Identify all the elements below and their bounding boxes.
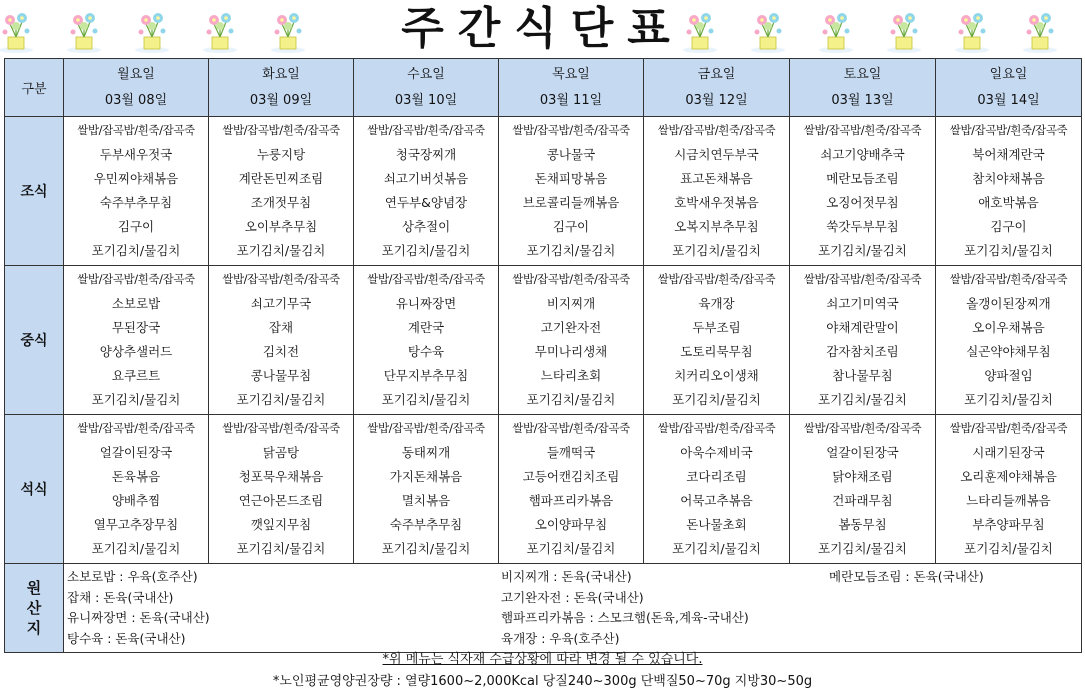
menu-item: 돈육볶음 <box>111 468 161 484</box>
menu-item: 야채계란말이 <box>826 319 899 335</box>
menu-item: 포기김치/물김치 <box>91 392 181 408</box>
meal-cell <box>209 266 354 415</box>
menu-item: 쌀밥/잡곡밥/흰죽/잡곡죽 <box>367 421 485 436</box>
menu-item: 단무지부추무침 <box>383 368 469 384</box>
menu-item: 쌀밥/잡곡밥/흰죽/잡곡죽 <box>77 272 195 287</box>
menu-item: 양파절임 <box>984 368 1033 384</box>
meal-label: 석식 <box>5 415 64 564</box>
menu-item: 쌀밥/잡곡밥/흰죽/잡곡죽 <box>367 272 485 287</box>
meal-cell <box>790 415 936 564</box>
day-header <box>499 59 644 117</box>
day-header <box>354 59 499 117</box>
menu-item: 포기김치/물김치 <box>818 392 907 408</box>
origin-entry: 탕수육 : 돈육(국내산) <box>67 630 186 646</box>
menu-item: 건파래무침 <box>832 493 893 508</box>
origin-column <box>67 567 210 649</box>
menu-item: 포기김치/물김치 <box>236 243 326 259</box>
day-name: 화요일 <box>262 66 300 82</box>
menu-item: 포기김치/물김치 <box>818 243 907 259</box>
meal-cell <box>790 266 936 415</box>
menu-item: 연두부&양념장 <box>384 195 468 210</box>
meal-cell <box>499 415 644 564</box>
menu-item: 호박새우젓볶음 <box>674 195 759 210</box>
menu-item: 오이부추무침 <box>244 219 318 235</box>
menu-item: 숙주부추무침 <box>99 195 173 210</box>
menu-item: 오리훈제야채볶음 <box>960 468 1057 484</box>
menu-item: 탕수육 <box>407 344 445 359</box>
menu-item: 포기김치/물김치 <box>526 243 616 259</box>
meal-cell <box>936 266 1082 415</box>
menu-item: 부추양파무침 <box>972 517 1045 533</box>
menu-item: 시래기된장국 <box>972 444 1045 460</box>
menu-item: 쑥갓두부무침 <box>826 219 899 235</box>
day-header <box>790 59 936 117</box>
origin-entry: 육개장 : 우육(호주산) <box>501 630 620 646</box>
origin-entry: 소보로밥 : 우육(호주산) <box>67 569 198 584</box>
menu-item: 포기김치/물김치 <box>381 541 471 557</box>
menu-item: 시금치연두부국 <box>674 146 759 162</box>
menu-item: 쌀밥/잡곡밥/흰죽/잡곡죽 <box>367 123 485 138</box>
menu-item: 포기김치/물김치 <box>526 541 616 557</box>
origin-column <box>501 567 749 649</box>
menu-item: 쌀밥/잡곡밥/흰죽/잡곡죽 <box>77 421 195 436</box>
menu-item: 양상추샐러드 <box>99 344 173 359</box>
menu-item: 아욱수제비국 <box>680 444 753 460</box>
menu-item: 김구이 <box>117 219 155 235</box>
menu-item: 포기김치/물김치 <box>381 392 471 408</box>
menu-item: 무미나리생채 <box>534 344 608 359</box>
menu-item: 쌀밥/잡곡밥/흰죽/잡곡죽 <box>803 272 922 287</box>
meal-label: 중식 <box>5 266 64 415</box>
menu-item: 연근아몬드조림 <box>238 493 324 508</box>
day-date: 03월 09일 <box>249 92 313 108</box>
menu-item: 오복지부추무침 <box>674 219 759 235</box>
page-title: 주간식단표 <box>401 3 684 54</box>
origin-label-char: 지 <box>26 619 42 637</box>
menu-item: 고기완자전 <box>540 319 602 335</box>
corner-label: 구분 <box>5 59 64 117</box>
menu-item: 돈채피망볶음 <box>534 170 608 186</box>
menu-item: 도토리묵무침 <box>680 344 753 359</box>
menu-item: 감자참치조림 <box>826 344 899 359</box>
menu-item: 계란국 <box>407 319 445 335</box>
menu-item: 누룽지탕 <box>256 146 306 162</box>
menu-item: 포기김치/물김치 <box>964 392 1053 408</box>
nutrition-note: *노인평균영양권장량 : 열량1600~2,000Kcal 당질240~300g 단백질50~70g 지방30~50g <box>272 674 813 689</box>
origin-entry: 고기완자전 : 돈육(국내산) <box>501 589 644 605</box>
menu-item: 느타리들깨볶음 <box>966 493 1051 508</box>
meal-row <box>5 415 1082 564</box>
day-name: 수요일 <box>407 66 445 82</box>
day-header <box>64 59 209 117</box>
origin-entry: 메란모듬조림 : 돈육(국내산) <box>829 569 984 584</box>
menu-item: 오이양파무침 <box>534 517 608 533</box>
menu-item: 가지돈채볶음 <box>389 468 463 484</box>
menu-item: 잡채 <box>268 319 294 335</box>
menu-item: 느타리초회 <box>540 368 602 384</box>
day-header <box>209 59 354 117</box>
day-header-row <box>5 59 1082 117</box>
menu-item: 쇠고기버섯볶음 <box>383 170 469 186</box>
meal-cell <box>936 415 1082 564</box>
day-name: 일요일 <box>989 66 1028 82</box>
origin-column <box>829 567 984 588</box>
menu-item: 오징어젓무침 <box>826 195 899 210</box>
menu-item: 참치야채볶음 <box>972 170 1045 186</box>
menu-item: 얼갈이된장국 <box>99 444 173 460</box>
menu-item: 쌀밥/잡곡밥/흰죽/잡곡죽 <box>949 272 1068 287</box>
meal-row <box>5 117 1082 266</box>
menu-item: 두부조림 <box>692 319 741 335</box>
meal-cell <box>354 415 499 564</box>
meal-cell <box>209 117 354 266</box>
menu-item: 코다리조림 <box>686 468 747 484</box>
day-date: 03월 13일 <box>831 92 894 108</box>
menu-item: 쌀밥/잡곡밥/흰죽/잡곡죽 <box>657 272 776 287</box>
menu-item: 포기김치/물김치 <box>236 392 326 408</box>
meal-cell <box>354 117 499 266</box>
menu-item: 어묵고추볶음 <box>680 493 753 508</box>
menu-item: 쌀밥/잡곡밥/흰죽/잡곡죽 <box>949 123 1068 138</box>
menu-item: 포기김치/물김치 <box>672 392 761 408</box>
meal-cell <box>64 415 209 564</box>
menu-item: 김구이 <box>552 219 590 235</box>
menu-item: 메란모듬조림 <box>826 170 899 186</box>
meal-cell <box>64 266 209 415</box>
origin-entry: 잡채 : 돈육(국내산) <box>67 589 174 605</box>
menu-item: 포기김치/물김치 <box>236 541 326 557</box>
menu-item: 콩나물무침 <box>250 368 312 384</box>
origin-label-char: 산 <box>26 599 42 617</box>
menu-item: 상추절이 <box>401 219 451 235</box>
menu-item: 쌀밥/잡곡밥/흰죽/잡곡죽 <box>222 272 340 287</box>
day-header <box>936 59 1082 117</box>
menu-item: 쇠고기양배추국 <box>820 146 905 162</box>
menu-item: 양배추찜 <box>111 493 161 508</box>
menu-item: 쌀밥/잡곡밥/흰죽/잡곡죽 <box>512 123 630 138</box>
meal-cell <box>499 117 644 266</box>
meal-row <box>5 266 1082 415</box>
menu-item: 쌀밥/잡곡밥/흰죽/잡곡죽 <box>512 272 630 287</box>
meal-cell <box>644 415 790 564</box>
menu-item: 포기김치/물김치 <box>381 243 471 259</box>
menu-item: 청국장찌개 <box>395 146 457 162</box>
menu-item: 애호박볶음 <box>978 195 1039 210</box>
header-banner <box>0 0 1085 58</box>
menu-item: 실곤약야채무침 <box>966 344 1051 359</box>
menu-item: 요쿠르트 <box>111 368 161 384</box>
meal-cell <box>936 117 1082 266</box>
menu-item: 비지찌개 <box>546 295 596 311</box>
origin-entry: 햄파프리카볶음 : 스모크햄(돈육,계육-국내산) <box>501 610 749 625</box>
meal-cell <box>354 266 499 415</box>
menu-item: 열무고추장무침 <box>93 517 179 533</box>
menu-item: 돈나물초회 <box>686 517 747 533</box>
menu-item: 봄동무침 <box>838 517 887 533</box>
menu-item: 쌀밥/잡곡밥/흰죽/잡곡죽 <box>657 123 776 138</box>
day-name: 토요일 <box>843 66 882 82</box>
origin-info <box>64 564 1082 653</box>
menu-item: 치커리오이생채 <box>674 368 759 384</box>
change-notice: *위 메뉴는 식자재 수급상황에 따라 변경 될 수 있습니다. <box>382 652 703 667</box>
weekly-menu-table <box>4 58 1082 653</box>
menu-item: 들깨떡국 <box>546 444 596 460</box>
menu-item: 두부새우젓국 <box>99 146 173 162</box>
menu-item: 쌀밥/잡곡밥/흰죽/잡곡죽 <box>222 421 340 436</box>
menu-item: 쌀밥/잡곡밥/흰죽/잡곡죽 <box>512 421 630 436</box>
menu-item: 쇠고기무국 <box>250 295 312 311</box>
menu-item: 깻잎지무침 <box>250 517 312 533</box>
menu-item: 포기김치/물김치 <box>818 541 907 557</box>
menu-item: 계란돈민찌조림 <box>238 170 324 186</box>
menu-item: 올갱이된장찌개 <box>966 295 1051 311</box>
menu-item: 쌀밥/잡곡밥/흰죽/잡곡죽 <box>949 421 1068 436</box>
origin-label-char: 원 <box>26 579 42 597</box>
menu-item: 햄파프리카볶음 <box>528 493 614 508</box>
meal-cell <box>790 117 936 266</box>
menu-item: 동태찌개 <box>401 444 451 460</box>
menu-item: 소보로밥 <box>111 295 161 311</box>
menu-item: 표고돈채볶음 <box>680 170 753 186</box>
day-date: 03월 10일 <box>394 92 458 108</box>
menu-item: 무된장국 <box>111 319 161 335</box>
menu-item: 청포묵우채볶음 <box>238 468 324 484</box>
menu-item: 북어채계란국 <box>972 146 1045 162</box>
menu-item: 쌀밥/잡곡밥/흰죽/잡곡죽 <box>803 123 922 138</box>
menu-item: 포기김치/물김치 <box>964 541 1053 557</box>
menu-item: 브로콜리들깨볶음 <box>522 195 620 210</box>
meal-cell <box>209 415 354 564</box>
day-name: 목요일 <box>552 66 590 82</box>
day-date: 03월 12일 <box>685 92 748 108</box>
menu-item: 참나물무침 <box>832 368 893 384</box>
day-date: 03월 08일 <box>104 92 168 108</box>
origin-entry: 유니짜장면 : 돈육(국내산) <box>67 610 210 625</box>
menu-item: 포기김치/물김치 <box>91 243 181 259</box>
menu-item: 숙주부추무침 <box>389 517 463 533</box>
menu-item: 고등어캔김치조림 <box>522 468 620 484</box>
menu-item: 쇠고기미역국 <box>826 295 899 311</box>
day-name: 금요일 <box>697 66 736 82</box>
menu-item: 쌀밥/잡곡밥/흰죽/잡곡죽 <box>77 123 195 138</box>
day-name: 월요일 <box>117 66 155 82</box>
menu-item: 쌀밥/잡곡밥/흰죽/잡곡죽 <box>222 123 340 138</box>
menu-item: 포기김치/물김치 <box>526 392 616 408</box>
meal-label: 조식 <box>5 117 64 266</box>
day-date: 03월 11일 <box>539 92 603 108</box>
meal-cell <box>499 266 644 415</box>
menu-item: 얼갈이된장국 <box>826 444 899 460</box>
menu-item: 우민찌야채볶음 <box>93 170 179 186</box>
menu-item: 쌀밥/잡곡밥/흰죽/잡곡죽 <box>803 421 922 436</box>
origin-entry: 비지찌개 : 돈육(국내산) <box>501 569 632 584</box>
menu-item: 김치전 <box>262 344 300 359</box>
menu-item: 오이우채볶음 <box>972 319 1045 335</box>
menu-item: 포기김치/물김치 <box>672 243 761 259</box>
origin-row <box>5 564 1082 653</box>
menu-item: 포기김치/물김치 <box>672 541 761 557</box>
menu-item: 쌀밥/잡곡밥/흰죽/잡곡죽 <box>657 421 776 436</box>
menu-item: 김구이 <box>990 219 1027 235</box>
meal-cell <box>64 117 209 266</box>
menu-item: 콩나물국 <box>546 146 596 162</box>
origin-label <box>5 564 64 653</box>
menu-item: 유니짜장면 <box>395 295 457 311</box>
menu-item: 닭곰탕 <box>262 444 300 460</box>
menu-item: 멸치볶음 <box>401 493 451 508</box>
menu-item: 조개젓무침 <box>250 195 312 210</box>
menu-item: 육개장 <box>698 295 735 311</box>
meal-cell <box>644 266 790 415</box>
menu-item: 닭야채조림 <box>832 468 893 484</box>
meal-cell <box>644 117 790 266</box>
day-date: 03월 14일 <box>977 92 1040 108</box>
day-header <box>644 59 790 117</box>
menu-item: 포기김치/물김치 <box>964 243 1053 259</box>
menu-item: 포기김치/물김치 <box>91 541 181 557</box>
